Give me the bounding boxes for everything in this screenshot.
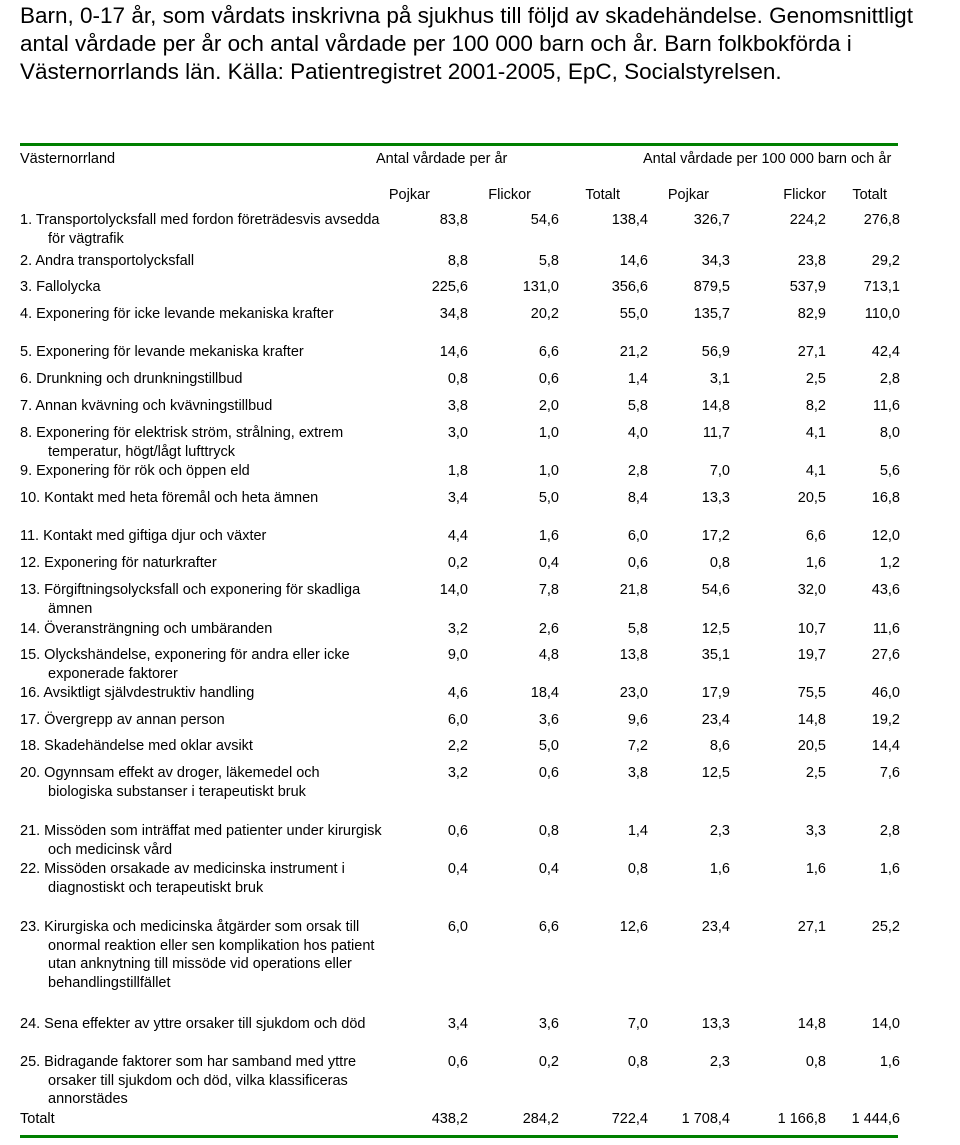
cell-value: 43,6 — [871, 582, 900, 598]
col-header-flickor: Flickor — [488, 187, 531, 203]
group-header-count: Antal vårdade per år — [376, 151, 508, 167]
total-label: Totalt — [20, 1111, 55, 1127]
cell-value: 224,2 — [789, 212, 826, 228]
cell-value: 7,2 — [627, 738, 648, 754]
cell-value: 4,4 — [447, 528, 468, 544]
top-rule — [20, 143, 898, 146]
cell-value: 1,8 — [447, 463, 468, 479]
row-label: 12. Exponering för naturkrafter — [20, 555, 217, 571]
cell-value: 27,1 — [797, 919, 826, 935]
cell-value: 276,8 — [863, 212, 900, 228]
cell-value: 82,9 — [797, 306, 826, 322]
cell-value: 8,0 — [879, 425, 900, 441]
row-label: 10. Kontakt med heta föremål och heta ämnen — [20, 490, 319, 506]
row-label: 1. Transportolycksfall med fordon företrädesvis avsedda för vägtrafik — [20, 212, 380, 247]
table-row — [20, 252, 900, 272]
cell-value: 2,2 — [447, 738, 468, 754]
cell-value: 3,6 — [538, 1016, 559, 1032]
row-label: 25. Bidragande faktorer som har samband med yttre orsaker till sjukdom och död, vilka klassificeras annorstädes — [20, 1054, 357, 1107]
cell-value: 12,5 — [701, 765, 730, 781]
row-label: 15. Olyckshändelse, exponering för andra eller icke exponerade faktorer — [20, 647, 350, 682]
cell-value: 14,6 — [439, 344, 468, 360]
cell-value: 2,8 — [879, 371, 900, 387]
row-label: 13. Förgiftningsolycksfall och exponering för skadliga ämnen — [20, 582, 361, 617]
cell-value: 4,6 — [447, 685, 468, 701]
cell-value: 14,6 — [619, 253, 648, 269]
cell-value: 722,4 — [611, 1111, 648, 1127]
table-row — [20, 918, 900, 991]
col-header-pojkar: Pojkar — [388, 187, 430, 203]
cell-value: 0,8 — [709, 555, 730, 571]
cell-value: 0,8 — [805, 1054, 826, 1070]
cell-value: 713,1 — [863, 279, 900, 295]
cell-value: 326,7 — [693, 212, 730, 228]
row-label: 3. Fallolycka — [20, 279, 101, 295]
cell-value: 0,8 — [627, 1054, 648, 1070]
cell-value: 3,1 — [709, 371, 730, 387]
cell-value: 21,8 — [619, 582, 648, 598]
cell-value: 438,2 — [431, 1111, 468, 1127]
cell-value: 9,6 — [627, 712, 648, 728]
bottom-rule — [20, 1135, 898, 1138]
cell-value: 14,0 — [871, 1016, 900, 1032]
cell-value: 55,0 — [619, 306, 648, 322]
cell-value: 1 166,8 — [777, 1111, 826, 1127]
cell-value: 110,0 — [864, 306, 900, 322]
cell-value: 1,6 — [805, 555, 826, 571]
row-label: 17. Övergrepp av annan person — [20, 712, 225, 728]
cell-value: 8,6 — [709, 738, 730, 754]
cell-value: 54,6 — [701, 582, 730, 598]
cell-value: 13,3 — [701, 490, 730, 506]
row-label: 4. Exponering för icke levande mekaniska krafter — [20, 306, 334, 322]
cell-value: 14,0 — [439, 582, 468, 598]
table-row — [20, 278, 900, 298]
cell-value: 0,8 — [538, 823, 559, 839]
cell-value: 0,8 — [447, 371, 468, 387]
col-header-totalt-rate: Totalt — [852, 187, 887, 203]
cell-value: 1,2 — [879, 555, 900, 571]
cell-value: 75,5 — [797, 685, 826, 701]
row-label: 23. Kirurgiska och medicinska åtgärder som orsak till onormal reaktion eller sen komplikation hos patient utan anknytning till missöde vid operations eller behandlingstillfället — [20, 919, 375, 991]
cell-value: 3,2 — [447, 621, 468, 637]
cell-value: 2,3 — [709, 1054, 730, 1070]
table-row — [20, 860, 900, 896]
table-row — [20, 397, 900, 417]
table-row — [20, 370, 900, 390]
cell-value: 2,5 — [805, 765, 826, 781]
cell-value: 1,0 — [538, 463, 559, 479]
cell-value: 23,4 — [701, 919, 730, 935]
cell-value: 879,5 — [693, 279, 730, 295]
row-label: 5. Exponering för levande mekaniska krafter — [20, 344, 304, 360]
cell-value: 3,4 — [447, 1016, 468, 1032]
cell-value: 23,8 — [797, 253, 826, 269]
cell-value: 12,0 — [871, 528, 900, 544]
table-row — [20, 554, 900, 574]
cell-value: 0,6 — [447, 1054, 468, 1070]
cell-value: 2,5 — [805, 371, 826, 387]
cell-value: 356,6 — [611, 279, 648, 295]
cell-value: 17,9 — [701, 685, 730, 701]
cell-value: 8,4 — [627, 490, 648, 506]
row-label: 7. Annan kvävning och kvävningstillbud — [20, 398, 273, 414]
row-label: 22. Missöden orsakade av medicinska instrument i diagnostiskt och terapeutiskt bruk — [20, 861, 345, 896]
table-row — [20, 489, 900, 509]
cell-value: 21,2 — [619, 344, 648, 360]
cell-value: 7,8 — [538, 582, 559, 598]
cell-value: 1,6 — [538, 528, 559, 544]
row-label: 24. Sena effekter av yttre orsaker till sjukdom och död — [20, 1016, 366, 1032]
table-row — [20, 527, 900, 547]
cell-value: 131,0 — [522, 279, 559, 295]
table-row — [20, 764, 900, 800]
region-header: Västernorrland — [20, 151, 116, 167]
cell-value: 5,0 — [538, 490, 559, 506]
table-row — [20, 462, 900, 482]
cell-value: 3,4 — [447, 490, 468, 506]
cell-value: 3,3 — [805, 823, 826, 839]
cell-value: 12,6 — [619, 919, 648, 935]
row-label: 9. Exponering för rök och öppen eld — [20, 463, 250, 479]
cell-value: 27,6 — [871, 647, 900, 663]
table-row — [20, 581, 900, 617]
cell-value: 3,8 — [447, 398, 468, 414]
cell-value: 5,6 — [879, 463, 900, 479]
cell-value: 2,3 — [709, 823, 730, 839]
cell-value: 7,0 — [627, 1016, 648, 1032]
cell-value: 25,2 — [871, 919, 900, 935]
cell-value: 0,4 — [447, 861, 468, 877]
cell-value: 6,0 — [447, 712, 468, 728]
cell-value: 13,3 — [701, 1016, 730, 1032]
cell-value: 1 444,6 — [851, 1111, 900, 1127]
row-label: 16. Avsiktligt självdestruktiv handling — [20, 685, 255, 701]
table-row — [20, 305, 900, 325]
cell-value: 8,8 — [447, 253, 468, 269]
cell-value: 18,4 — [530, 685, 559, 701]
cell-value: 1,6 — [709, 861, 730, 877]
table-row — [20, 737, 900, 757]
cell-value: 20,2 — [530, 306, 559, 322]
cell-value: 5,8 — [627, 621, 648, 637]
cell-value: 138,4 — [611, 212, 648, 228]
table-row — [20, 620, 900, 640]
row-label: 18. Skadehändelse med oklar avsikt — [20, 738, 253, 754]
cell-value: 1 708,4 — [681, 1111, 730, 1127]
row-label: 20. Ogynnsam effekt av droger, läkemedel och biologiska substanser i terapeutiskt bruk — [20, 765, 320, 800]
cell-value: 6,0 — [627, 528, 648, 544]
cell-value: 2,6 — [538, 621, 559, 637]
cell-value: 0,2 — [447, 555, 468, 571]
table-row — [20, 211, 900, 247]
cell-value: 11,6 — [872, 621, 900, 637]
table-row — [20, 424, 900, 460]
table-row — [20, 711, 900, 731]
cell-value: 11,6 — [872, 398, 900, 414]
row-label: 2. Andra transportolycksfall — [20, 253, 195, 269]
table-row — [20, 684, 900, 704]
cell-value: 537,9 — [789, 279, 826, 295]
cell-value: 6,0 — [447, 919, 468, 935]
cell-value: 2,8 — [879, 823, 900, 839]
cell-value: 12,5 — [701, 621, 730, 637]
cell-value: 19,2 — [871, 712, 900, 728]
cell-value: 14,8 — [701, 398, 730, 414]
table-row — [20, 646, 900, 682]
cell-value: 3,0 — [447, 425, 468, 441]
row-label: 21. Missöden som inträffat med patienter under kirurgisk och medicinsk vård — [20, 823, 382, 858]
cell-value: 0,6 — [447, 823, 468, 839]
cell-value: 6,6 — [805, 528, 826, 544]
col-header-totalt: Totalt — [585, 187, 620, 203]
cell-value: 11,7 — [702, 425, 730, 441]
cell-value: 5,8 — [538, 253, 559, 269]
cell-value: 1,6 — [879, 861, 900, 877]
cell-value: 0,6 — [538, 371, 559, 387]
cell-value: 0,6 — [538, 765, 559, 781]
cell-value: 83,8 — [439, 212, 468, 228]
cell-value: 23,0 — [619, 685, 648, 701]
cell-value: 19,7 — [797, 647, 826, 663]
cell-value: 14,8 — [797, 1016, 826, 1032]
cell-value: 3,8 — [627, 765, 648, 781]
table-row — [20, 1015, 900, 1035]
row-label: 14. Överansträngning och umbäranden — [20, 621, 273, 637]
cell-value: 0,2 — [538, 1054, 559, 1070]
cell-value: 13,8 — [619, 647, 648, 663]
cell-value: 20,5 — [797, 738, 826, 754]
cell-value: 4,1 — [805, 425, 826, 441]
cell-value: 16,8 — [871, 490, 900, 506]
cell-value: 0,6 — [627, 555, 648, 571]
cell-value: 9,0 — [447, 647, 468, 663]
cell-value: 29,2 — [871, 253, 900, 269]
cell-value: 34,3 — [701, 253, 730, 269]
row-label: 6. Drunkning och drunkningstillbud — [20, 371, 243, 387]
cell-value: 27,1 — [797, 344, 826, 360]
cell-value: 14,8 — [797, 712, 826, 728]
cell-value: 3,2 — [447, 765, 468, 781]
cell-value: 42,4 — [871, 344, 900, 360]
table-row — [20, 343, 900, 363]
cell-value: 1,4 — [627, 823, 648, 839]
cell-value: 1,6 — [805, 861, 826, 877]
cell-value: 6,6 — [538, 919, 559, 935]
cell-value: 0,4 — [538, 861, 559, 877]
cell-value: 225,6 — [431, 279, 468, 295]
cell-value: 6,6 — [538, 344, 559, 360]
col-header-pojkar-rate: Pojkar — [667, 187, 709, 203]
cell-value: 34,8 — [439, 306, 468, 322]
cell-value: 4,8 — [538, 647, 559, 663]
table-row — [20, 1053, 900, 1107]
cell-value: 32,0 — [797, 582, 826, 598]
cell-value: 284,2 — [522, 1111, 559, 1127]
cell-value: 1,6 — [879, 1054, 900, 1070]
cell-value: 8,2 — [805, 398, 826, 414]
cell-value: 2,8 — [627, 463, 648, 479]
cell-value: 54,6 — [530, 212, 559, 228]
cell-value: 2,0 — [538, 398, 559, 414]
cell-value: 4,1 — [805, 463, 826, 479]
cell-value: 5,0 — [538, 738, 559, 754]
total-row — [20, 1110, 900, 1130]
group-header-rate: Antal vårdade per 100 000 barn och år — [643, 151, 892, 167]
cell-value: 56,9 — [701, 344, 730, 360]
cell-value: 14,4 — [871, 738, 900, 754]
cell-value: 46,0 — [871, 685, 900, 701]
cell-value: 0,4 — [538, 555, 559, 571]
cell-value: 7,6 — [879, 765, 900, 781]
cell-value: 7,0 — [709, 463, 730, 479]
cell-value: 0,8 — [627, 861, 648, 877]
cell-value: 135,7 — [693, 306, 730, 322]
col-header-flickor-rate: Flickor — [783, 187, 826, 203]
cell-value: 4,0 — [627, 425, 648, 441]
cell-value: 23,4 — [701, 712, 730, 728]
cell-value: 1,0 — [538, 425, 559, 441]
cell-value: 17,2 — [701, 528, 730, 544]
cell-value: 5,8 — [627, 398, 648, 414]
cell-value: 1,4 — [627, 371, 648, 387]
table-row — [20, 822, 900, 858]
cell-value: 3,6 — [538, 712, 559, 728]
row-label: 8. Exponering för elektrisk ström, strålning, extrem temperatur, högt/lågt lufttryck — [20, 425, 344, 460]
cell-value: 35,1 — [701, 647, 730, 663]
cell-value: 10,7 — [797, 621, 826, 637]
cell-value: 20,5 — [797, 490, 826, 506]
page-title: Barn, 0-17 år, som vårdats inskrivna på sjukhus till följd av skadehändelse. Genomsnittligt antal vårdade per år och antal vårdade per 100 000 barn och år. Barn folkbokförda i Västernorrlands län. Källa: Patientregistret 2001-2005, EpC, Socialstyrelsen. — [20, 3, 913, 84]
row-label: 11. Kontakt med giftiga djur och växter — [20, 528, 267, 544]
